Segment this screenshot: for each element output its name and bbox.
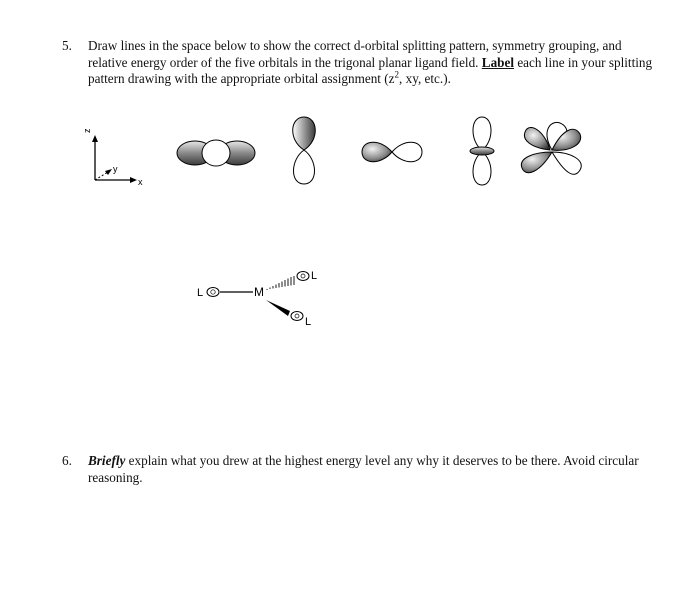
question-5-rest: each line in your splitting pattern drawing with the appropriate orbital assignment (z — [88, 54, 653, 86]
question-6-body: explain what you drew at the highest energy level any why it deserves to be there. Avoid circular reasoning. — [88, 453, 639, 485]
label-emphasis: Label — [481, 54, 515, 70]
ligand-bottom-right-label: L — [305, 316, 312, 328]
axis-label-y: y — [113, 164, 118, 174]
ligand-left-label: L — [197, 287, 204, 299]
superscript-2: 2 — [394, 69, 400, 80]
axis-label-z: z — [82, 128, 92, 133]
question-6-number: 6. — [62, 453, 72, 468]
orbital-icon-2 — [293, 117, 316, 184]
briefly-emphasis: Briefly — [88, 453, 126, 468]
trigonal-planar-complex — [197, 270, 317, 328]
question-5-tail: , xy, etc.). — [399, 71, 451, 86]
question-5-number: 5. — [62, 38, 72, 53]
orbital-icon-5 — [521, 122, 581, 174]
metal-label: M — [254, 285, 264, 299]
coordinate-axes — [82, 128, 143, 187]
orbital-icon-3 — [362, 142, 422, 162]
question-5-lead: Draw lines in the space below to show the correct d-orbital splitting pattern, symmetry grouping, and relative energy order of the five orbitals in the trigonal planar ligand field. — [88, 38, 622, 70]
orbital-icon-4 — [470, 117, 494, 185]
axis-label-x: x — [138, 177, 143, 187]
orbital-icon-1 — [177, 140, 255, 166]
question-6-text — [88, 453, 658, 486]
ligand-top-right-label: L — [311, 270, 318, 282]
